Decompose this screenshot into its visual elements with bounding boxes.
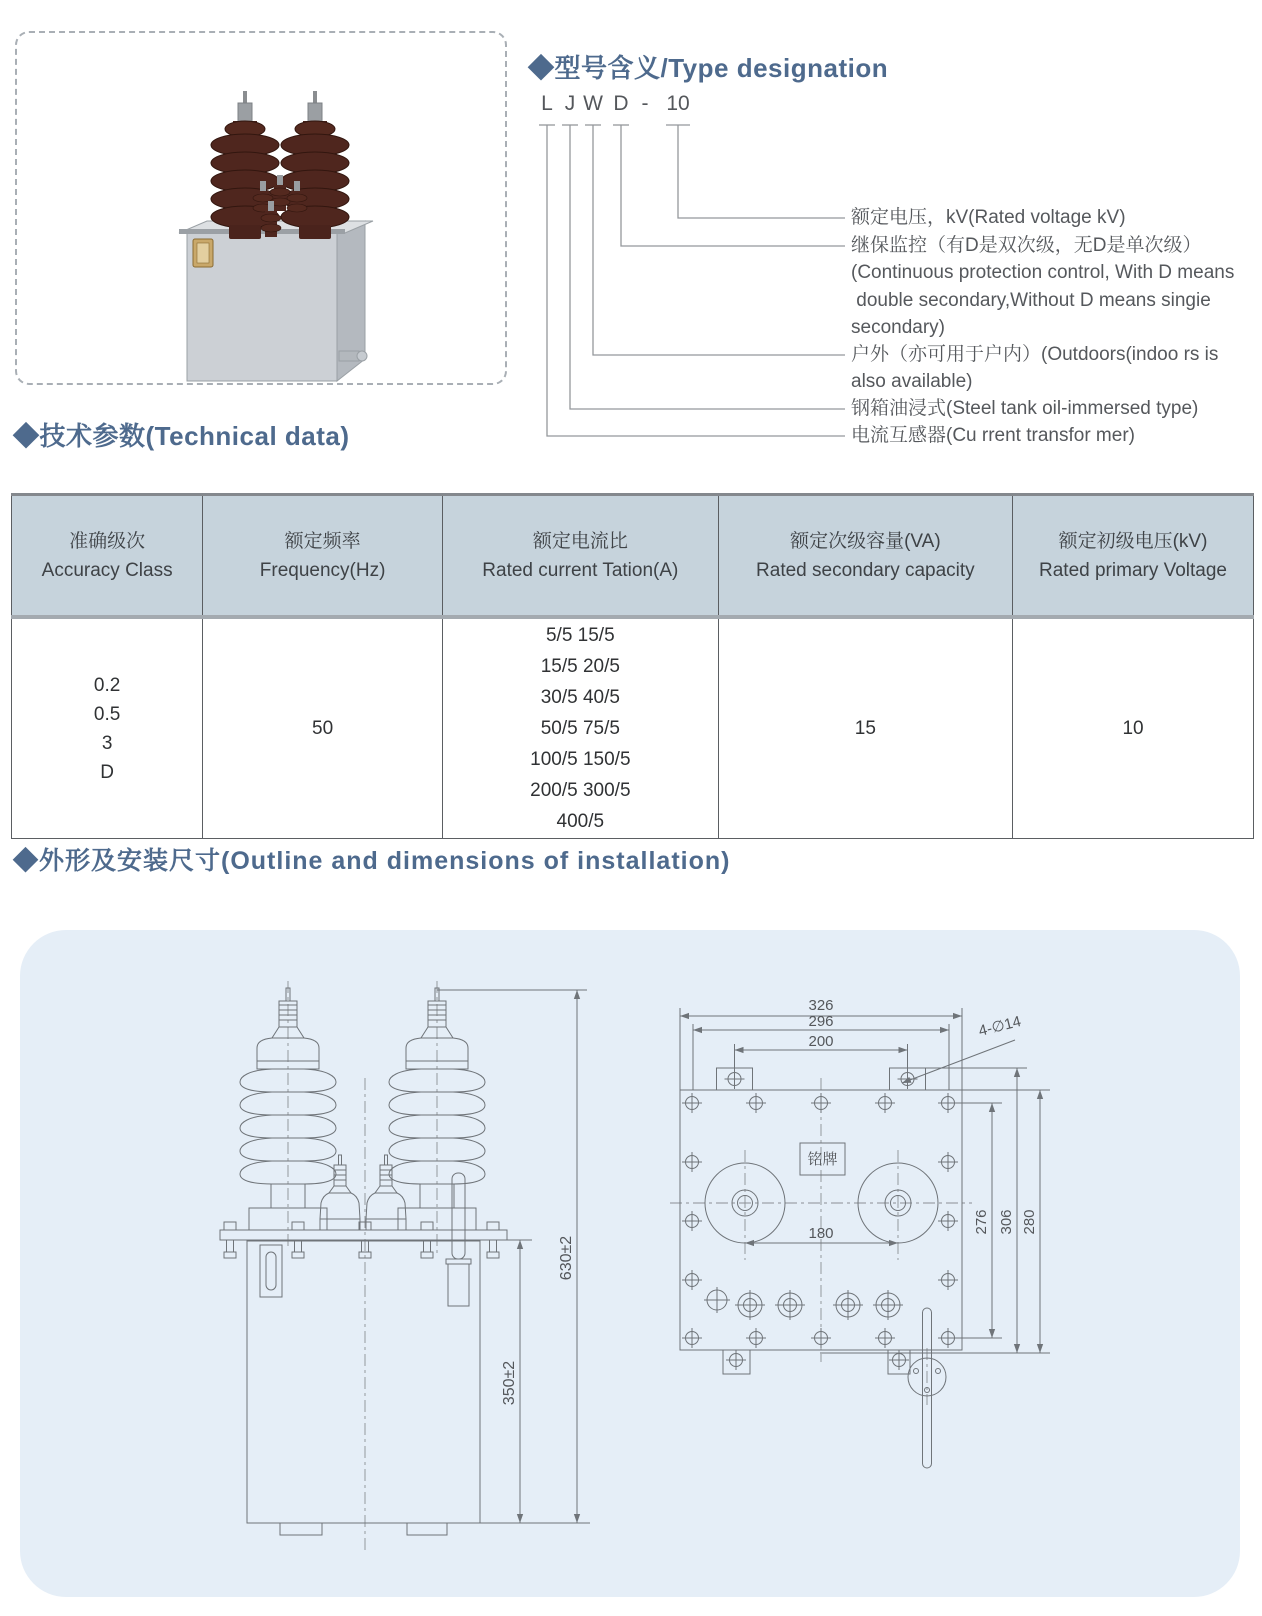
dim-total-height: 630±2 xyxy=(558,1235,575,1281)
nameplate-label: 铭牌 xyxy=(807,1151,838,1168)
tank-body xyxy=(179,221,373,381)
product-photo-box xyxy=(15,31,507,385)
code-letter-10: 10 xyxy=(666,92,690,115)
code-letter-W: W xyxy=(583,92,603,115)
product-photo-illustration xyxy=(17,33,505,383)
col-header-zh: 额定次级容量(VA) xyxy=(790,530,941,552)
designation-label-rated-voltage: 额定电压，kV(Rated voltage kV) xyxy=(851,207,1126,228)
designation-label-protection-en3: secondary) xyxy=(851,317,945,338)
col-header-zh: 额定初级电压(kV) xyxy=(1058,530,1208,552)
cell-primary-voltage xyxy=(1013,617,1254,839)
designation-label-protection-en2: double secondary,Without D means singie xyxy=(851,290,1211,311)
designation-label-protection-zh: 继保监控（有D是双次级，无D是单次级） xyxy=(851,235,1202,256)
designation-connector-lines xyxy=(520,118,852,450)
technical-data-heading: ◆技术参数(Technical data) xyxy=(13,421,350,451)
table-data-row xyxy=(12,617,1254,839)
technical-data-table xyxy=(11,493,1254,839)
dim-200: 200 xyxy=(808,1033,834,1050)
accuracy-value: 0.5 xyxy=(93,703,121,725)
col-header-accuracy-class xyxy=(12,495,203,618)
accuracy-value: 0.2 xyxy=(93,674,121,696)
table-header-row xyxy=(12,495,1254,618)
dim-326: 326 xyxy=(808,997,834,1014)
cell-frequency xyxy=(203,617,443,839)
col-header-en: Frequency(Hz) xyxy=(259,559,386,581)
cell-secondary-capacity xyxy=(718,617,1012,839)
dim-296: 296 xyxy=(808,1013,834,1030)
cell-accuracy-class xyxy=(12,617,203,839)
ratio-value: 15/5 20/5 xyxy=(540,656,620,677)
dim-holes-4xd14: 4-∅14 xyxy=(976,1012,1023,1040)
col-header-en: Rated current Tation(A) xyxy=(482,559,679,581)
col-header-en: Rated secondary capacity xyxy=(756,559,975,581)
designation-label-current-transformer: 电流互感器(Cu rrent transfor mer) xyxy=(851,425,1135,446)
dim-180: 180 xyxy=(808,1225,834,1242)
col-header-frequency xyxy=(203,495,443,618)
accuracy-value: D xyxy=(100,761,114,783)
ratio-value: 100/5 150/5 xyxy=(530,749,631,770)
dim-276: 276 xyxy=(973,1209,990,1235)
front-view-drawing xyxy=(190,943,610,1558)
designation-label-protection-en1: (Continuous protection control, With D means xyxy=(851,262,1235,283)
designation-label-outdoor-zh: 户外（亦可用于户内）(Outdoors(indoo rs is xyxy=(851,344,1219,365)
ratio-value: 50/5 75/5 xyxy=(540,718,620,739)
col-header-zh: 额定频率 xyxy=(284,530,361,552)
front-view-centerlines xyxy=(288,981,437,1551)
ratio-value: 400/5 xyxy=(556,811,605,832)
col-header-current-ratio xyxy=(442,495,718,618)
ratio-value: 200/5 300/5 xyxy=(530,780,631,801)
dim-tank-height: 350±2 xyxy=(501,1360,518,1406)
col-header-secondary-capacity xyxy=(718,495,1012,618)
primary-voltage-value: 10 xyxy=(1122,718,1144,739)
secondary-capacity-value: 15 xyxy=(854,718,876,739)
dim-280: 280 xyxy=(1021,1209,1038,1235)
outline-heading: ◆外形及安装尺寸(Outline and dimensions of installation) xyxy=(13,847,731,875)
designation-label-steel-tank: 钢箱油浸式(Steel tank oil-immersed type) xyxy=(851,398,1199,419)
accuracy-value: 3 xyxy=(101,732,113,754)
col-header-zh: 额定电流比 xyxy=(532,530,628,552)
code-letter-J: J xyxy=(564,92,576,115)
type-designation-heading: ◆型号含义/Type designation xyxy=(528,53,889,83)
code-letter-D: D xyxy=(613,92,629,115)
ratio-value: 30/5 40/5 xyxy=(540,687,620,708)
code-letter-L: L xyxy=(541,92,553,115)
col-header-en: Rated primary Voltage xyxy=(1039,559,1228,581)
ratio-value: 5/5 15/5 xyxy=(545,625,615,646)
col-header-en: Accuracy Class xyxy=(41,559,173,581)
top-view-drawing xyxy=(650,950,1120,1490)
col-header-zh: 准确级次 xyxy=(69,530,146,552)
designation-label-outdoor-en: also available) xyxy=(851,371,973,392)
dim-306: 306 xyxy=(998,1209,1015,1235)
frequency-value: 50 xyxy=(312,718,334,739)
code-letter-dash: - xyxy=(641,92,649,115)
cell-current-ratios xyxy=(442,617,718,839)
front-view-transformer xyxy=(220,988,507,1535)
col-header-primary-voltage xyxy=(1013,495,1254,618)
